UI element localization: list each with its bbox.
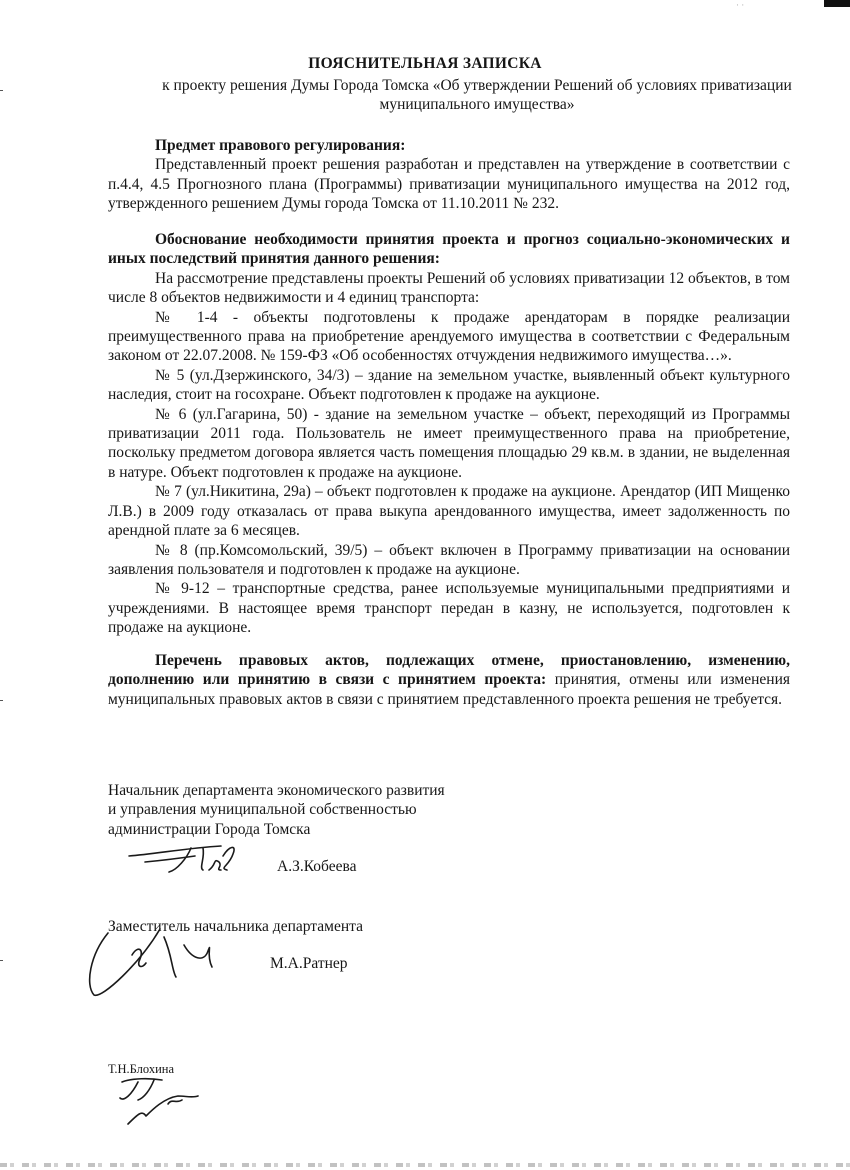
signature-2	[80, 915, 230, 1005]
scan-edge-tick	[0, 700, 3, 701]
deputy-position: Заместитель начальника департамента	[108, 918, 363, 935]
section-legal-subject	[108, 136, 790, 214]
position-line: Начальник департамента экономического развития	[108, 782, 445, 799]
paragraph: № 6 (ул.Гагарина, 50) - здание на земельном участке – объект, переходящий из Программы приватизации 2011 года. Пользователь не имеет преимущественного права на приобретение, поскольку предметом договора является часть помещения площадью 29 кв.м. в здании, не выделенная в натуре. Объект подготовлен к продаже на аукционе.	[108, 405, 790, 481]
paragraph: № 7 (ул.Никитина, 29а) – объект подготовлен к продаже на аукционе. Арендатор (ИП Мищенко Л.В.) в 2009 году отказалась от права выкупа арендованного имущества, имеет задолженность по арендной плате за 6 месяцев.	[108, 483, 790, 540]
paragraph: № 9-12 – транспортные средства, ранее используемые муниципальными предприятиями и учреждениями. В настоящее время транспорт передан в казну, не используется, подготовлен к продаже на аукционе.	[108, 580, 790, 637]
paragraph: На рассмотрение представлены проекты Решений об условиях приватизации 12 объектов, в том числе 8 объектов недвижимости и 4 единиц транспорта:	[108, 269, 790, 307]
document-title: ПОЯСНИТЕЛЬНАЯ ЗАПИСКА	[308, 55, 542, 72]
paragraph: Представленный проект решения разработан и представлен на утверждение в соответствии с п.4.4, 4.5 Прогнозного плана (Программы) приватизации муниципального имущества на 2012 год, утвержденного решением Думы города Томска от 11.10.2011 № 232.	[108, 156, 790, 213]
position-line: администрации Города Томска	[108, 820, 311, 838]
signatory-name: А.З.Кобеева	[277, 858, 357, 875]
paragraph: № 5 (ул.Дзержинского, 34/3) – здание на земельном участке, выявленный объект культурного наследия, стоит на госохране. Объект подготовлен к продаже на аукционе.	[108, 366, 790, 404]
section-justification	[108, 230, 790, 638]
scan-corner-mark	[824, 0, 850, 7]
executor-name: Т.Н.Блохина	[108, 1062, 175, 1076]
section-legal-acts	[108, 651, 790, 709]
scan-bottom-noise	[0, 1163, 850, 1167]
section-heading: Предмет правового регулирования:	[155, 137, 406, 154]
section-heading: Обоснование необходимости принятия проекта и прогноз социально-экономических и иных последствий принятия данного решения:	[108, 231, 790, 268]
position-line: и управления муниципальной собственностью	[108, 801, 417, 819]
section-text: принятия, отмены или изменения муниципальных правовых актов в связи с принятием представленного проекта решения не требуется.	[108, 671, 790, 708]
signature-1	[125, 836, 255, 886]
executor-initials	[110, 1074, 210, 1134]
scan-edge-tick	[0, 90, 3, 91]
paragraph: № 8 (пр.Комсомольский, 39/5) – объект включен в Программу приватизации на основании заявления пользователя и подготовлен к продаже на аукционе.	[108, 541, 790, 578]
scan-corner-dots: · ·	[736, 0, 745, 10]
document-subtitle: к проекту решения Думы Города Томска «Об утверждении Решений об условиях приватизации муниципального имущества»	[162, 77, 792, 113]
section-heading: Перечень правовых актов, подлежащих отмене, приостановлению, изменению, дополнению или принятию в связи с принятием проекта:	[108, 652, 790, 689]
scan-edge-tick	[0, 960, 3, 961]
signatory-name: М.А.Ратнер	[270, 955, 348, 972]
paragraph	[108, 651, 790, 709]
signatory-position	[108, 781, 445, 839]
paragraph: № 1-4 - объекты подготовлены к продаже арендаторам в порядке реализации преимущественного права на приобретение арендуемого имущества в соответствии с Федеральным законом от 22.07.2008. № 159-ФЗ «Об особенностях отчуждения недвижимого имущества…».	[108, 308, 790, 365]
